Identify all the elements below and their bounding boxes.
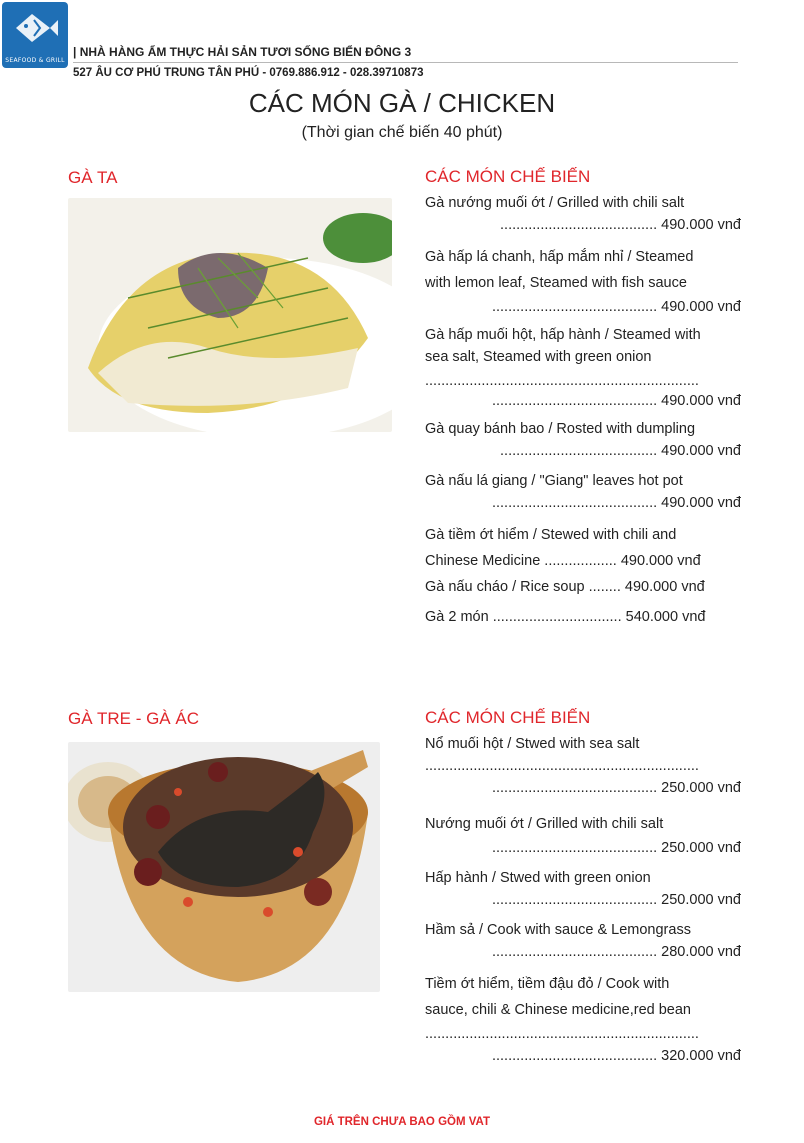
list-item: Gà nấu lá giang / "Giang" leaves hot pot bbox=[425, 473, 683, 489]
section-title-ga-ta: GÀ TA bbox=[68, 168, 118, 187]
list-item: Gà 2 món ................................ 540.000 vnđ bbox=[425, 609, 706, 625]
list-item: Gà nướng muối ớt / Grilled with chili salt bbox=[425, 195, 685, 211]
section-title-ga-tre: GÀ TRE - GÀ ÁC bbox=[68, 709, 199, 728]
price-line: ......................................... 320.000 vnđ bbox=[491, 1048, 741, 1064]
dots-line: .................................................................... bbox=[425, 758, 699, 774]
price-line: ......................................... 490.000 vnđ bbox=[491, 393, 741, 409]
price-line: ......................................... 280.000 vnđ bbox=[491, 944, 741, 960]
price-line: ....................................... 490.000 vnđ bbox=[500, 443, 741, 459]
price-line: ......................................... 490.000 vnđ bbox=[491, 299, 741, 315]
list-item: with lemon leaf, Steamed with fish sauce bbox=[425, 275, 687, 291]
list-item: Chinese Medicine .................. 490.000 vnđ bbox=[425, 553, 701, 569]
menu-section-2 bbox=[425, 707, 745, 1067]
page-title: CÁC MÓN GÀ / CHICKEN bbox=[248, 88, 556, 118]
menu-title-1: CÁC MÓN CHẾ BIẾN bbox=[425, 167, 591, 186]
menu-title-2: CÁC MÓN CHẾ BIẾN bbox=[425, 708, 591, 727]
vat-notice: GIÁ TRÊN CHƯA BAO GỒM VAT bbox=[313, 1116, 491, 1128]
list-item: Gà hấp muối hột, hấp hành / Steamed with bbox=[425, 327, 701, 343]
price-line: ......................................... 250.000 vnđ bbox=[491, 780, 741, 796]
price-line: ......................................... 490.000 vnđ bbox=[491, 495, 741, 511]
dots-line: .................................................................... bbox=[425, 1026, 699, 1042]
restaurant-address: 527 ÂU CƠ PHÚ TRUNG TÂN PHÚ - 0769.886.912 - 028.39710873 bbox=[73, 67, 424, 79]
logo-text: SEAFOOD & GRILL bbox=[5, 57, 65, 64]
list-item: Nướng muối ớt / Grilled with chili salt bbox=[425, 816, 664, 832]
list-item: Gà nấu cháo / Rice soup ........ 490.000 vnđ bbox=[425, 579, 705, 595]
list-item: Gà tiềm ớt hiểm / Stewed with chili and bbox=[425, 527, 677, 543]
list-item: Tiềm ớt hiểm, tiềm đậu đỏ / Cook with bbox=[425, 976, 670, 992]
price-line: ......................................... 250.000 vnđ bbox=[491, 840, 741, 856]
list-item: sauce, chili & Chinese medicine,red bean bbox=[425, 1002, 691, 1018]
dots-line: .................................................................... bbox=[425, 373, 699, 389]
list-item: Gà quay bánh bao / Rosted with dumpling bbox=[425, 421, 696, 437]
list-item: Nổ muối hột / Stwed with sea salt bbox=[425, 736, 640, 752]
restaurant-logo bbox=[2, 2, 68, 68]
ga-tre-photo bbox=[68, 742, 380, 992]
list-item: Gà hấp lá chanh, hấp mắm nhỉ / Steamed bbox=[425, 249, 694, 265]
fish-icon bbox=[10, 8, 60, 48]
list-item: Hầm sả / Cook with sauce & Lemongrass bbox=[425, 922, 691, 938]
page-subtitle: (Thời gian chế biến 40 phút) bbox=[301, 124, 503, 141]
restaurant-name: | NHÀ HÀNG ẨM THỰC HẢI SẢN TƯƠI SỐNG BIỂN ĐÔNG 3 bbox=[73, 45, 412, 59]
list-item: Hấp hành / Stwed with green onion bbox=[425, 870, 651, 886]
list-item: sea salt, Steamed with green onion bbox=[425, 349, 652, 365]
menu-section-1 bbox=[425, 166, 745, 628]
header-divider bbox=[73, 62, 738, 63]
price-line: ......................................... 250.000 vnđ bbox=[491, 892, 741, 908]
ga-ta-photo bbox=[68, 198, 392, 432]
price-line: ....................................... 490.000 vnđ bbox=[500, 217, 741, 233]
